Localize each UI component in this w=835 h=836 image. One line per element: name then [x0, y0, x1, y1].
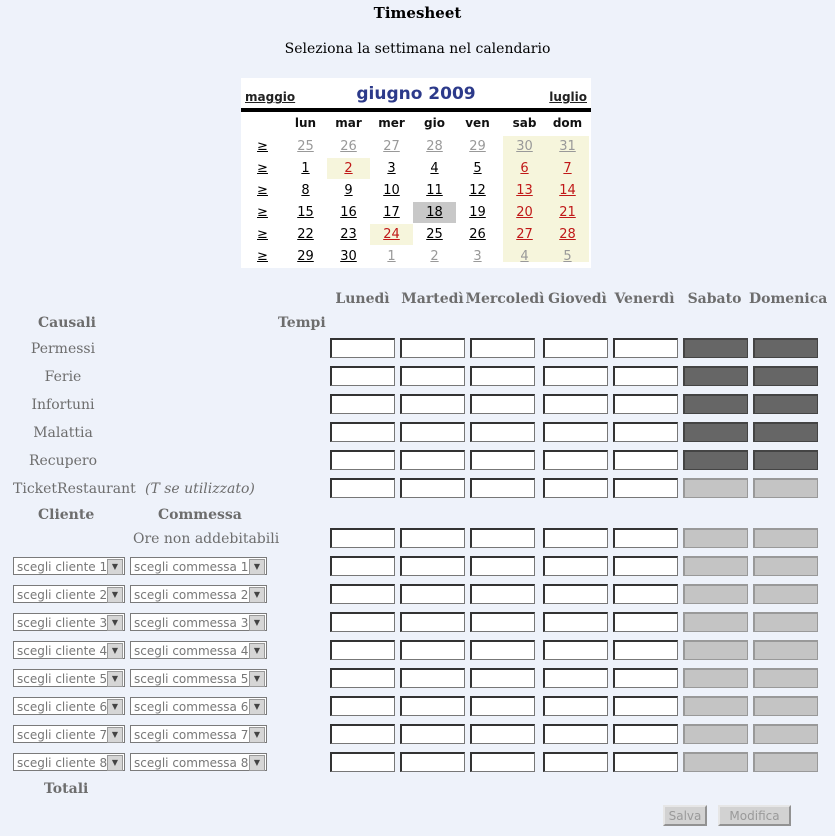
calendar-day[interactable]: 10 [383, 183, 400, 198]
cliente-select[interactable] [13, 557, 125, 575]
ore-cliente-input-2[interactable] [470, 640, 535, 660]
causale-input-5 [683, 366, 748, 386]
ore-cliente-input-2[interactable] [470, 556, 535, 576]
page-title: Timesheet [373, 4, 462, 22]
ore-cliente-input-2[interactable] [470, 696, 535, 716]
ore-cliente-input-2[interactable] [470, 584, 535, 604]
cliente-select-value: scegli cliente 2 [17, 588, 108, 602]
calendar-day[interactable]: 25 [426, 227, 443, 242]
chevron-down-icon[interactable]: ▼ [249, 699, 265, 715]
ore-cliente-input-5 [683, 640, 748, 660]
causale-input-5 [683, 394, 748, 414]
page-subtitle: Seleziona la settimana nel calendario [284, 41, 551, 57]
day-header: Venerdì [614, 291, 675, 307]
cliente-header: Cliente [38, 507, 95, 523]
tempi-header: Tempi [278, 315, 326, 331]
causale-input-2[interactable] [470, 394, 535, 414]
chevron-down-icon[interactable]: ▼ [107, 643, 123, 659]
commessa-select-value: scegli commessa 6 [134, 700, 249, 714]
cliente-select-value: scegli cliente 7 [17, 728, 108, 742]
chevron-down-icon[interactable]: ▼ [107, 699, 123, 715]
calendar [241, 78, 591, 268]
week-select-link[interactable]: ≥ [257, 139, 268, 154]
ore-cliente-input-4[interactable] [613, 752, 678, 772]
chevron-down-icon[interactable]: ▼ [107, 671, 123, 687]
ore-cliente-input-2[interactable] [470, 668, 535, 688]
ore-cliente-input-3[interactable] [543, 696, 608, 716]
calendar-divider [241, 108, 591, 112]
causale-input-2[interactable] [470, 338, 535, 358]
ore-cliente-input-5 [683, 752, 748, 772]
ore-cliente-input-4[interactable] [613, 556, 678, 576]
ore-cliente-input-1[interactable] [400, 640, 465, 660]
ore-input-4[interactable] [613, 528, 678, 548]
day-header: Martedì [401, 291, 464, 307]
ore-cliente-input-3[interactable] [543, 752, 608, 772]
ore-cliente-input-4[interactable] [613, 584, 678, 604]
causale-input-3[interactable] [543, 450, 608, 470]
chevron-down-icon[interactable]: ▼ [107, 559, 123, 575]
ore-cliente-input-4[interactable] [613, 612, 678, 632]
ore-cliente-input-2[interactable] [470, 612, 535, 632]
week-select-link[interactable]: ≥ [257, 249, 268, 264]
causale-label: Malattia [33, 425, 93, 441]
causale-label: Recupero [28, 453, 98, 469]
chevron-down-icon[interactable]: ▼ [107, 615, 123, 631]
causale-input-0[interactable] [330, 422, 395, 442]
next-month-link[interactable]: luglio [549, 90, 587, 104]
calendar-day[interactable]: 27 [516, 227, 533, 242]
ticket-input-2[interactable] [470, 478, 535, 498]
commessa-select[interactable] [130, 669, 267, 687]
causale-input-5 [683, 450, 748, 470]
ore-cliente-input-0[interactable] [330, 584, 395, 604]
commessa-select[interactable] [130, 753, 267, 771]
commessa-select-value: scegli commessa 3 [134, 616, 249, 630]
commessa-select[interactable] [130, 697, 267, 715]
causale-label: Permessi [30, 341, 96, 357]
day-header: Lunedì [335, 291, 390, 307]
ore-cliente-input-2[interactable] [470, 752, 535, 772]
causale-input-0[interactable] [330, 338, 395, 358]
causale-input-4[interactable] [613, 450, 678, 470]
causale-input-6 [753, 366, 818, 386]
weekday-header: ven [465, 116, 490, 130]
ore-cliente-input-6 [753, 640, 818, 660]
causale-input-5 [683, 422, 748, 442]
edit-button[interactable]: Modifica [718, 805, 791, 826]
cliente-select[interactable] [13, 613, 125, 631]
day-header: Domenica [749, 291, 828, 307]
ore-cliente-input-6 [753, 752, 818, 772]
ore-cliente-input-6 [753, 668, 818, 688]
ore-cliente-input-6 [753, 724, 818, 744]
causale-label: Infortuni [31, 397, 95, 413]
calendar-day[interactable]: 21 [559, 205, 576, 220]
causale-input-3[interactable] [543, 338, 608, 358]
chevron-down-icon[interactable]: ▼ [249, 727, 265, 743]
calendar-day[interactable]: 11 [426, 183, 443, 198]
calendar-day[interactable]: 19 [469, 205, 486, 220]
cliente-select-value: scegli cliente 1 [17, 560, 108, 574]
calendar-day[interactable]: 28 [559, 227, 576, 242]
calendar-day[interactable]: 2 [430, 249, 439, 264]
ore-cliente-input-3[interactable] [543, 612, 608, 632]
ore-cliente-input-4[interactable] [613, 640, 678, 660]
calendar-day[interactable]: 23 [340, 227, 357, 242]
commessa-select-value: scegli commessa 7 [134, 728, 249, 742]
calendar-day[interactable]: 4 [430, 161, 439, 176]
causale-input-4[interactable] [613, 394, 678, 414]
calendar-day[interactable]: 20 [516, 205, 533, 220]
ticket-input-4[interactable] [613, 478, 678, 498]
causale-input-5 [683, 338, 748, 358]
cliente-select[interactable] [13, 725, 125, 743]
calendar-day[interactable]: 18 [413, 202, 456, 223]
ore-input-2[interactable] [470, 528, 535, 548]
ticket-input-3[interactable] [543, 478, 608, 498]
causale-input-3[interactable] [543, 422, 608, 442]
causale-input-6 [753, 394, 818, 414]
ore-cliente-input-0[interactable] [330, 696, 395, 716]
causale-input-2[interactable] [470, 366, 535, 386]
calendar-month-title: giugno 2009 [356, 84, 476, 104]
ore-cliente-input-5 [683, 612, 748, 632]
calendar-day[interactable]: 1 [301, 161, 310, 176]
ore-cliente-input-1[interactable] [400, 668, 465, 688]
ore-cliente-input-5 [683, 724, 748, 744]
ticket-input-5 [683, 478, 748, 498]
ore-cliente-input-0[interactable] [330, 724, 395, 744]
calendar-day[interactable]: 28 [426, 139, 443, 154]
causale-input-0[interactable] [330, 450, 395, 470]
calendar-day[interactable]: 3 [473, 249, 482, 264]
save-button[interactable]: Salva [663, 805, 707, 826]
causale-input-4[interactable] [613, 338, 678, 358]
causale-input-4[interactable] [613, 366, 678, 386]
ore-input-0[interactable] [330, 528, 395, 548]
calendar-day[interactable]: 16 [340, 205, 357, 220]
calendar-day[interactable]: 29 [297, 249, 314, 264]
commessa-select[interactable] [130, 585, 267, 603]
ore-cliente-input-5 [683, 696, 748, 716]
chevron-down-icon[interactable]: ▼ [107, 755, 123, 771]
ticket-input-0[interactable] [330, 478, 395, 498]
day-header: Giovedì [548, 291, 607, 307]
commessa-select-value: scegli commessa 5 [134, 672, 249, 686]
calendar-day[interactable]: 15 [297, 205, 314, 220]
calendar-day[interactable]: 7 [563, 161, 572, 176]
commessa-select[interactable] [130, 613, 267, 631]
ore-input-6 [753, 528, 818, 548]
cliente-select[interactable] [13, 641, 125, 659]
calendar-day[interactable]: 14 [559, 183, 576, 198]
day-header: Mercoledì [465, 291, 545, 307]
calendar-day[interactable]: 31 [559, 139, 576, 154]
commessa-header: Commessa [158, 507, 242, 523]
calendar-day[interactable]: 17 [383, 205, 400, 220]
ore-cliente-input-1[interactable] [400, 724, 465, 744]
week-select-link[interactable]: ≥ [257, 183, 268, 198]
commessa-select-value: scegli commessa 4 [134, 644, 249, 658]
ore-input-1[interactable] [400, 528, 465, 548]
week-select-link[interactable]: ≥ [257, 205, 268, 220]
calendar-day[interactable]: 22 [297, 227, 314, 242]
calendar-day[interactable]: 12 [469, 183, 486, 198]
commessa-select[interactable] [130, 641, 267, 659]
chevron-down-icon[interactable]: ▼ [107, 587, 123, 603]
ticket-note: (T se utilizzato) [145, 481, 255, 497]
calendar-day[interactable]: 2 [327, 158, 370, 179]
calendar-day[interactable]: 5 [473, 161, 482, 176]
calendar-day[interactable]: 1 [387, 249, 396, 264]
cliente-select-value: scegli cliente 3 [17, 616, 108, 630]
ore-cliente-input-1[interactable] [400, 556, 465, 576]
weekday-header: gio [424, 116, 445, 130]
weekday-header: mar [335, 116, 362, 130]
causale-input-3[interactable] [543, 394, 608, 414]
ore-cliente-input-1[interactable] [400, 696, 465, 716]
ore-input-3[interactable] [543, 528, 608, 548]
ore-cliente-input-4[interactable] [613, 668, 678, 688]
ore-cliente-input-0[interactable] [330, 640, 395, 660]
ore-cliente-input-3[interactable] [543, 640, 608, 660]
ore-cliente-input-1[interactable] [400, 752, 465, 772]
causale-input-1[interactable] [400, 338, 465, 358]
commessa-select[interactable] [130, 725, 267, 743]
calendar-day[interactable]: 4 [520, 249, 529, 264]
cliente-select-value: scegli cliente 5 [17, 672, 108, 686]
causale-input-6 [753, 450, 818, 470]
calendar-day[interactable]: 30 [516, 139, 533, 154]
day-header: Sabato [687, 291, 742, 307]
chevron-down-icon[interactable]: ▼ [107, 727, 123, 743]
causale-label: Ferie [44, 369, 82, 385]
ore-cliente-input-5 [683, 556, 748, 576]
ore-cliente-input-0[interactable] [330, 556, 395, 576]
ticket-input-6 [753, 478, 818, 498]
calendar-day[interactable]: 13 [516, 183, 533, 198]
causale-input-1[interactable] [400, 366, 465, 386]
week-select-link[interactable]: ≥ [257, 161, 268, 176]
ore-cliente-input-6 [753, 584, 818, 604]
causale-input-6 [753, 338, 818, 358]
causale-input-1[interactable] [400, 394, 465, 414]
calendar-day[interactable]: 29 [469, 139, 486, 154]
calendar-day[interactable]: 26 [340, 139, 357, 154]
commessa-select-value: scegli commessa 8 [134, 756, 249, 770]
ore-cliente-input-3[interactable] [543, 668, 608, 688]
chevron-down-icon[interactable]: ▼ [249, 643, 265, 659]
ore-cliente-input-0[interactable] [330, 752, 395, 772]
ore-non-addebitabili-label: Ore non addebitabili [133, 531, 280, 547]
calendar-day[interactable]: 26 [469, 227, 486, 242]
calendar-day[interactable]: 30 [340, 249, 357, 264]
prev-month-link[interactable]: maggio [245, 90, 296, 104]
ore-input-5 [683, 528, 748, 548]
calendar-day[interactable]: 3 [387, 161, 396, 176]
causale-input-3[interactable] [543, 366, 608, 386]
cliente-select-value: scegli cliente 6 [17, 700, 108, 714]
causale-input-0[interactable] [330, 394, 395, 414]
causale-input-4[interactable] [613, 422, 678, 442]
weekday-header: lun [294, 116, 317, 130]
causale-input-6 [753, 422, 818, 442]
cliente-select[interactable] [13, 753, 125, 771]
ore-cliente-input-4[interactable] [613, 724, 678, 744]
weekday-header: dom [552, 116, 583, 130]
ore-cliente-input-5 [683, 584, 748, 604]
chevron-down-icon[interactable]: ▼ [249, 755, 265, 771]
ore-cliente-input-1[interactable] [400, 612, 465, 632]
ore-cliente-input-5 [683, 668, 748, 688]
calendar-day[interactable]: 5 [563, 249, 572, 264]
ore-cliente-input-1[interactable] [400, 584, 465, 604]
chevron-down-icon[interactable]: ▼ [249, 559, 265, 575]
ore-cliente-input-2[interactable] [470, 724, 535, 744]
causale-input-1[interactable] [400, 450, 465, 470]
calendar-day[interactable]: 27 [383, 139, 400, 154]
cliente-select-value: scegli cliente 8 [17, 756, 108, 770]
calendar-day[interactable]: 9 [344, 183, 353, 198]
ore-cliente-input-6 [753, 696, 818, 716]
week-select-link[interactable]: ≥ [257, 227, 268, 242]
chevron-down-icon[interactable]: ▼ [249, 615, 265, 631]
chevron-down-icon[interactable]: ▼ [249, 587, 265, 603]
ore-cliente-input-0[interactable] [330, 668, 395, 688]
ore-cliente-input-6 [753, 612, 818, 632]
commessa-select-value: scegli commessa 2 [134, 588, 249, 602]
ticket-label: TicketRestaurant [13, 481, 136, 497]
ore-cliente-input-3[interactable] [543, 556, 608, 576]
ore-cliente-input-3[interactable] [543, 724, 608, 744]
causale-input-0[interactable] [330, 366, 395, 386]
cliente-select-value: scegli cliente 4 [17, 644, 108, 658]
cliente-select[interactable] [13, 697, 125, 715]
weekday-header: mer [378, 116, 405, 130]
cliente-select[interactable] [13, 669, 125, 687]
ore-cliente-input-4[interactable] [613, 696, 678, 716]
ore-cliente-input-0[interactable] [330, 612, 395, 632]
causale-input-1[interactable] [400, 422, 465, 442]
calendar-day[interactable]: 25 [297, 139, 314, 154]
calendar-day[interactable]: 8 [301, 183, 310, 198]
causale-input-2[interactable] [470, 422, 535, 442]
chevron-down-icon[interactable]: ▼ [249, 671, 265, 687]
ore-cliente-input-6 [753, 556, 818, 576]
commessa-select[interactable] [130, 557, 267, 575]
causali-header: Causali [38, 315, 96, 331]
ore-cliente-input-3[interactable] [543, 584, 608, 604]
calendar-day[interactable]: 6 [520, 161, 529, 176]
ticket-input-1[interactable] [400, 478, 465, 498]
calendar-day[interactable]: 24 [370, 224, 413, 245]
weekday-header: sab [512, 116, 537, 130]
causale-input-2[interactable] [470, 450, 535, 470]
commessa-select-value: scegli commessa 1 [134, 560, 249, 574]
totali-label: Totali [44, 781, 89, 797]
cliente-select[interactable] [13, 585, 125, 603]
